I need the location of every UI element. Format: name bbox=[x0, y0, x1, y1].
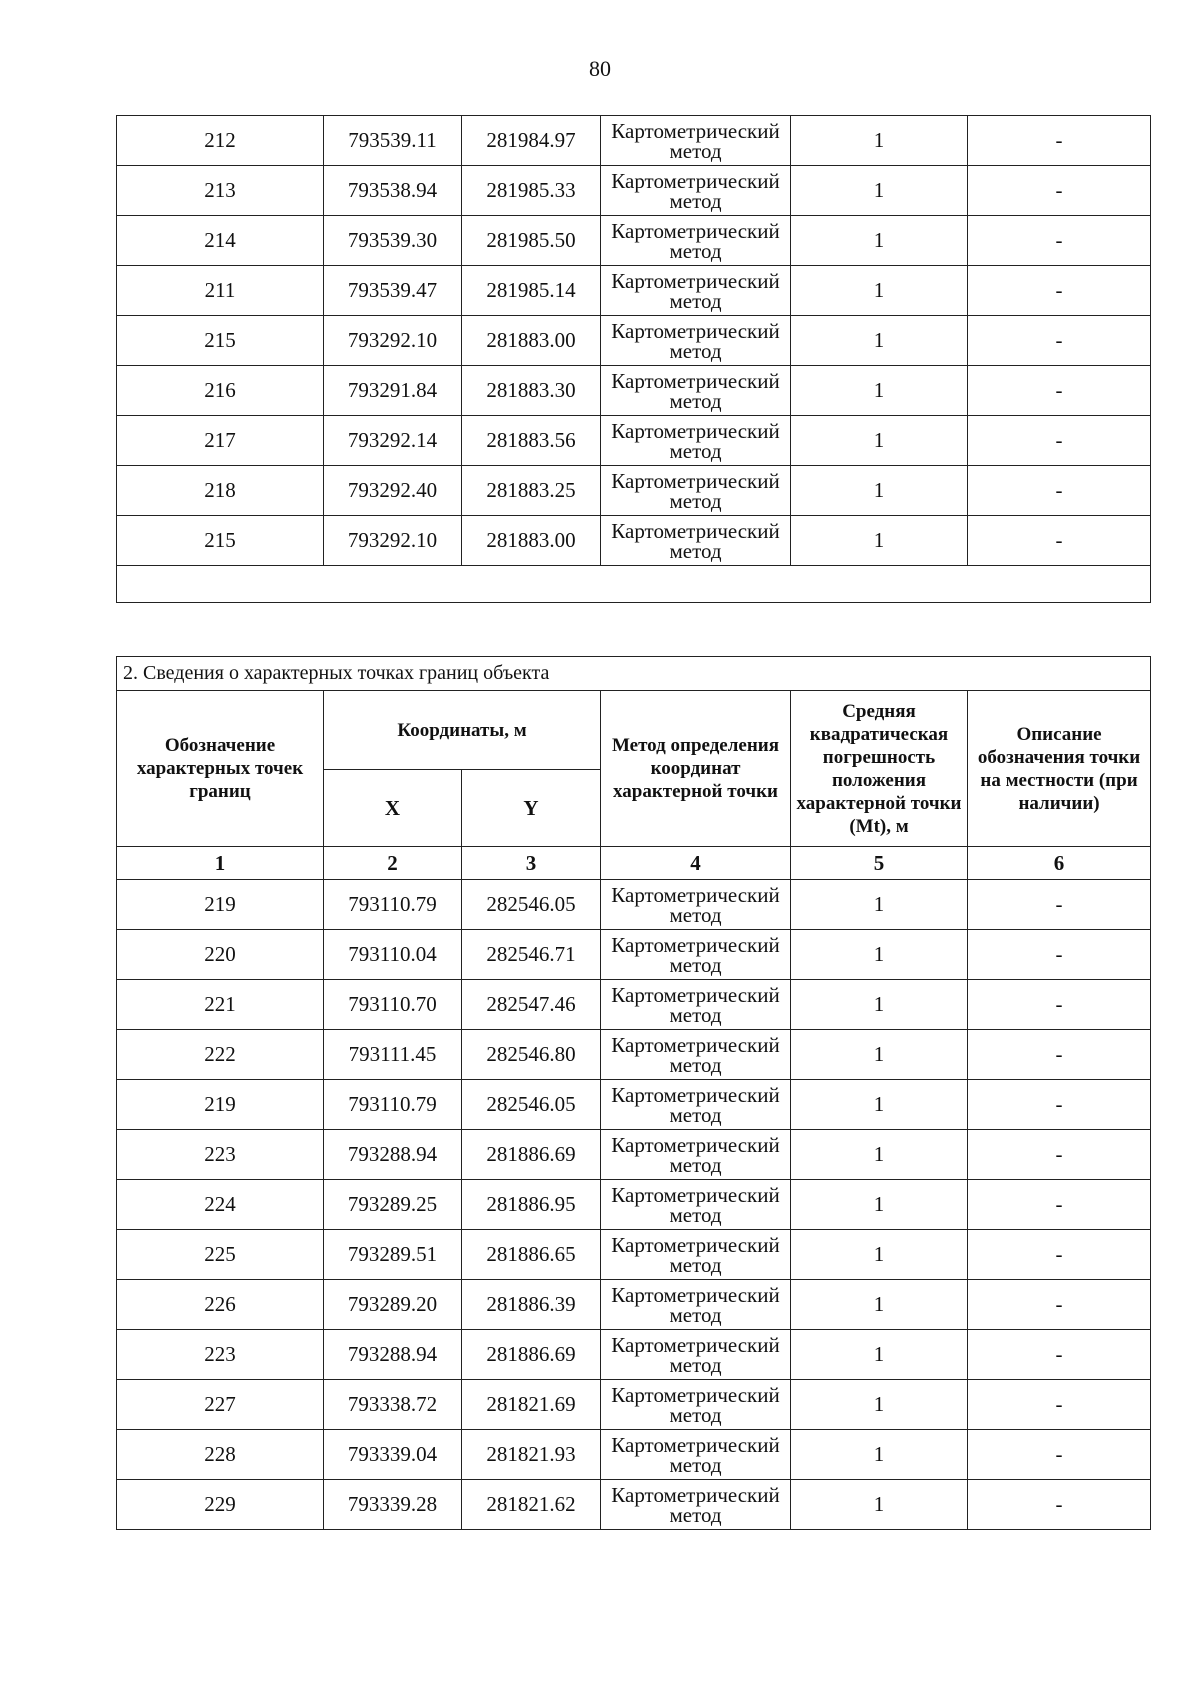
method-line: Картометрический bbox=[611, 268, 780, 293]
point-cell: 222 bbox=[117, 1030, 324, 1080]
y-cell: 281883.00 bbox=[462, 316, 601, 366]
point-cell: 225 bbox=[117, 1230, 324, 1280]
table-row bbox=[117, 1380, 1151, 1430]
point-cell: 224 bbox=[117, 1180, 324, 1230]
description-cell: - bbox=[968, 880, 1151, 930]
point-cell: 219 bbox=[117, 880, 324, 930]
y-cell: 281985.14 bbox=[462, 266, 601, 316]
method-cell bbox=[601, 516, 791, 566]
empty-row bbox=[117, 566, 1151, 603]
x-cell: 793288.94 bbox=[324, 1330, 462, 1380]
method-line: метод bbox=[669, 538, 722, 563]
table-row bbox=[117, 316, 1151, 366]
mean-error-cell: 1 bbox=[791, 1030, 968, 1080]
point-cell: 227 bbox=[117, 1380, 324, 1430]
x-cell: 793539.30 bbox=[324, 216, 462, 266]
method-line: Картометрический bbox=[611, 368, 780, 393]
description-cell: - bbox=[968, 1180, 1151, 1230]
x-cell: 793291.84 bbox=[324, 366, 462, 416]
x-cell: 793539.11 bbox=[324, 116, 462, 166]
point-cell: 214 bbox=[117, 216, 324, 266]
x-cell: 793110.04 bbox=[324, 930, 462, 980]
mean-error-cell: 1 bbox=[791, 1330, 968, 1380]
mean-error-cell: 1 bbox=[791, 1280, 968, 1330]
method-line: метод bbox=[669, 138, 722, 163]
method-line: метод bbox=[669, 1002, 722, 1027]
description-cell: - bbox=[968, 516, 1151, 566]
method-line: метод bbox=[669, 1402, 722, 1427]
table-row bbox=[117, 116, 1151, 166]
mean-error-cell: 1 bbox=[791, 1430, 968, 1480]
point-cell: 229 bbox=[117, 1480, 324, 1530]
method-line: метод bbox=[669, 1302, 722, 1327]
method-line: Картометрический bbox=[611, 468, 780, 493]
description-cell: - bbox=[968, 316, 1151, 366]
mean-error-cell: 1 bbox=[791, 266, 968, 316]
header-description: Описание обозначения точки на местности (при наличии) bbox=[968, 691, 1151, 847]
column-number-5: 5 bbox=[791, 847, 968, 880]
method-cell bbox=[601, 1280, 791, 1330]
method-line: метод bbox=[669, 1052, 722, 1077]
method-line: Картометрический bbox=[611, 982, 780, 1007]
method-cell bbox=[601, 416, 791, 466]
method-cell bbox=[601, 1230, 791, 1280]
method-cell bbox=[601, 216, 791, 266]
method-cell bbox=[601, 366, 791, 416]
header-x: X bbox=[324, 770, 462, 847]
method-cell bbox=[601, 1430, 791, 1480]
mean-error-cell: 1 bbox=[791, 466, 968, 516]
point-cell: 220 bbox=[117, 930, 324, 980]
y-cell: 282546.05 bbox=[462, 1080, 601, 1130]
table-row bbox=[117, 466, 1151, 516]
column-number-4: 4 bbox=[601, 847, 791, 880]
method-line: Картометрический bbox=[611, 218, 780, 243]
table-row bbox=[117, 216, 1151, 266]
method-line: Картометрический bbox=[611, 418, 780, 443]
x-cell: 793292.40 bbox=[324, 466, 462, 516]
mean-error-cell: 1 bbox=[791, 1480, 968, 1530]
mean-error-cell: 1 bbox=[791, 1080, 968, 1130]
y-cell: 282547.46 bbox=[462, 980, 601, 1030]
mean-error-cell: 1 bbox=[791, 516, 968, 566]
y-cell: 281886.69 bbox=[462, 1130, 601, 1180]
header-point: Обозначение характерных точек границ bbox=[117, 691, 324, 847]
method-cell bbox=[601, 316, 791, 366]
description-cell: - bbox=[968, 980, 1151, 1030]
method-cell bbox=[601, 1330, 791, 1380]
method-cell bbox=[601, 1080, 791, 1130]
mean-error-cell: 1 bbox=[791, 116, 968, 166]
method-line: Картометрический bbox=[611, 168, 780, 193]
column-number-6: 6 bbox=[968, 847, 1151, 880]
table-row bbox=[117, 1280, 1151, 1330]
method-line: метод bbox=[669, 1452, 722, 1477]
method-line: метод bbox=[669, 1102, 722, 1127]
method-cell bbox=[601, 1480, 791, 1530]
point-cell: 223 bbox=[117, 1130, 324, 1180]
description-cell: - bbox=[968, 1130, 1151, 1180]
point-cell: 213 bbox=[117, 166, 324, 216]
method-line: Картометрический bbox=[611, 1382, 780, 1407]
point-cell: 221 bbox=[117, 980, 324, 1030]
column-number-2: 2 bbox=[324, 847, 462, 880]
page-number: 80 bbox=[589, 56, 611, 81]
mean-error-cell: 1 bbox=[791, 930, 968, 980]
method-line: метод bbox=[669, 288, 722, 313]
header-method: Метод определения координат характерной точки bbox=[601, 691, 791, 847]
method-line: метод bbox=[669, 238, 722, 263]
x-cell: 793339.04 bbox=[324, 1430, 462, 1480]
method-line: метод bbox=[669, 488, 722, 513]
description-cell: - bbox=[968, 416, 1151, 466]
y-cell: 281984.97 bbox=[462, 116, 601, 166]
y-cell: 281883.00 bbox=[462, 516, 601, 566]
point-cell: 215 bbox=[117, 316, 324, 366]
column-number-3: 3 bbox=[462, 847, 601, 880]
table-row bbox=[117, 880, 1151, 930]
table-row bbox=[117, 166, 1151, 216]
method-line: метод bbox=[669, 1152, 722, 1177]
mean-error-cell: 1 bbox=[791, 1180, 968, 1230]
x-cell: 793289.25 bbox=[324, 1180, 462, 1230]
empty-cell bbox=[117, 566, 1151, 603]
boundary-points-table-head bbox=[117, 657, 1151, 880]
header-coordinates: Координаты, м bbox=[324, 691, 601, 770]
column-number-1: 1 bbox=[117, 847, 324, 880]
method-cell bbox=[601, 930, 791, 980]
method-line: метод bbox=[669, 902, 722, 927]
mean-error-cell: 1 bbox=[791, 216, 968, 266]
method-line: метод bbox=[669, 1352, 722, 1377]
mean-error-cell: 1 bbox=[791, 880, 968, 930]
x-cell: 793289.51 bbox=[324, 1230, 462, 1280]
point-cell: 228 bbox=[117, 1430, 324, 1480]
y-cell: 282546.71 bbox=[462, 930, 601, 980]
boundary-points-table-body bbox=[117, 880, 1151, 1530]
method-line: Картометрический bbox=[611, 1182, 780, 1207]
mean-error-cell: 1 bbox=[791, 980, 968, 1030]
method-cell bbox=[601, 880, 791, 930]
method-line: Картометрический bbox=[611, 118, 780, 143]
y-cell: 281821.93 bbox=[462, 1430, 601, 1480]
method-line: метод bbox=[669, 952, 722, 977]
boundary-points-table bbox=[116, 656, 1151, 1530]
description-cell: - bbox=[968, 1080, 1151, 1130]
x-cell: 793289.20 bbox=[324, 1280, 462, 1330]
method-line: Картометрический bbox=[611, 1282, 780, 1307]
coordinates-table-continued-body bbox=[117, 116, 1151, 603]
method-line: метод bbox=[669, 438, 722, 463]
table-row bbox=[117, 980, 1151, 1030]
method-line: Картометрический bbox=[611, 1132, 780, 1157]
point-cell: 218 bbox=[117, 466, 324, 516]
x-cell: 793538.94 bbox=[324, 166, 462, 216]
table-row bbox=[117, 516, 1151, 566]
method-line: Картометрический bbox=[611, 1482, 780, 1507]
mean-error-cell: 1 bbox=[791, 1380, 968, 1430]
table-row bbox=[117, 930, 1151, 980]
method-cell bbox=[601, 1180, 791, 1230]
description-cell: - bbox=[968, 1230, 1151, 1280]
x-cell: 793110.79 bbox=[324, 1080, 462, 1130]
table-row bbox=[117, 266, 1151, 316]
method-line: метод bbox=[669, 388, 722, 413]
description-cell: - bbox=[968, 116, 1151, 166]
method-line: Картометрический bbox=[611, 1432, 780, 1457]
y-cell: 281985.33 bbox=[462, 166, 601, 216]
method-cell bbox=[601, 1130, 791, 1180]
header-y: Y bbox=[462, 770, 601, 847]
mean-error-cell: 1 bbox=[791, 416, 968, 466]
method-cell bbox=[601, 980, 791, 1030]
coordinates-table-continued bbox=[116, 115, 1151, 603]
description-cell: - bbox=[968, 166, 1151, 216]
y-cell: 281886.65 bbox=[462, 1230, 601, 1280]
table-row bbox=[117, 1330, 1151, 1380]
description-cell: - bbox=[968, 466, 1151, 516]
description-cell: - bbox=[968, 1480, 1151, 1530]
method-line: метод bbox=[669, 1202, 722, 1227]
y-cell: 281886.69 bbox=[462, 1330, 601, 1380]
method-line: Картометрический bbox=[611, 932, 780, 957]
header-mean-error: Средняя квадратическая погрешность положения характерной точки (Mt), м bbox=[791, 691, 968, 847]
mean-error-cell: 1 bbox=[791, 166, 968, 216]
y-cell: 282546.05 bbox=[462, 880, 601, 930]
method-cell bbox=[601, 166, 791, 216]
method-cell bbox=[601, 116, 791, 166]
y-cell: 281985.50 bbox=[462, 216, 601, 266]
method-line: метод bbox=[669, 188, 722, 213]
y-cell: 282546.80 bbox=[462, 1030, 601, 1080]
description-cell: - bbox=[968, 1280, 1151, 1330]
y-cell: 281821.69 bbox=[462, 1380, 601, 1430]
y-cell: 281883.30 bbox=[462, 366, 601, 416]
method-line: Картометрический bbox=[611, 518, 780, 543]
method-line: Картометрический bbox=[611, 1032, 780, 1057]
y-cell: 281821.62 bbox=[462, 1480, 601, 1530]
x-cell: 793288.94 bbox=[324, 1130, 462, 1180]
description-cell: - bbox=[968, 216, 1151, 266]
point-cell: 226 bbox=[117, 1280, 324, 1330]
x-cell: 793292.10 bbox=[324, 516, 462, 566]
x-cell: 793539.47 bbox=[324, 266, 462, 316]
table-row bbox=[117, 1430, 1151, 1480]
method-cell bbox=[601, 266, 791, 316]
y-cell: 281886.95 bbox=[462, 1180, 601, 1230]
method-line: Картометрический bbox=[611, 318, 780, 343]
x-cell: 793338.72 bbox=[324, 1380, 462, 1430]
x-cell: 793339.28 bbox=[324, 1480, 462, 1530]
method-line: метод bbox=[669, 1502, 722, 1527]
point-cell: 216 bbox=[117, 366, 324, 416]
method-cell bbox=[601, 1380, 791, 1430]
description-cell: - bbox=[968, 1380, 1151, 1430]
x-cell: 793111.45 bbox=[324, 1030, 462, 1080]
method-line: Картометрический bbox=[611, 1082, 780, 1107]
method-line: Картометрический bbox=[611, 1232, 780, 1257]
description-cell: - bbox=[968, 366, 1151, 416]
mean-error-cell: 1 bbox=[791, 1230, 968, 1280]
x-cell: 793292.10 bbox=[324, 316, 462, 366]
table-row bbox=[117, 1030, 1151, 1080]
method-line: Картометрический bbox=[611, 882, 780, 907]
x-cell: 793110.70 bbox=[324, 980, 462, 1030]
mean-error-cell: 1 bbox=[791, 366, 968, 416]
method-cell bbox=[601, 1030, 791, 1080]
description-cell: - bbox=[968, 1030, 1151, 1080]
y-cell: 281883.56 bbox=[462, 416, 601, 466]
method-line: метод bbox=[669, 1252, 722, 1277]
table-row bbox=[117, 1480, 1151, 1530]
description-cell: - bbox=[968, 1430, 1151, 1480]
point-cell: 212 bbox=[117, 116, 324, 166]
table-caption: 2. Сведения о характерных точках границ объекта bbox=[117, 657, 1151, 691]
description-cell: - bbox=[968, 266, 1151, 316]
table-row bbox=[117, 1130, 1151, 1180]
table-row bbox=[117, 1230, 1151, 1280]
method-line: метод bbox=[669, 338, 722, 363]
point-cell: 211 bbox=[117, 266, 324, 316]
point-cell: 219 bbox=[117, 1080, 324, 1130]
y-cell: 281883.25 bbox=[462, 466, 601, 516]
table-row bbox=[117, 366, 1151, 416]
mean-error-cell: 1 bbox=[791, 1130, 968, 1180]
method-cell bbox=[601, 466, 791, 516]
method-line: Картометрический bbox=[611, 1332, 780, 1357]
x-cell: 793292.14 bbox=[324, 416, 462, 466]
point-cell: 217 bbox=[117, 416, 324, 466]
point-cell: 223 bbox=[117, 1330, 324, 1380]
point-cell: 215 bbox=[117, 516, 324, 566]
table-row bbox=[117, 1080, 1151, 1130]
y-cell: 281886.39 bbox=[462, 1280, 601, 1330]
x-cell: 793110.79 bbox=[324, 880, 462, 930]
table-row bbox=[117, 1180, 1151, 1230]
description-cell: - bbox=[968, 930, 1151, 980]
description-cell: - bbox=[968, 1330, 1151, 1380]
mean-error-cell: 1 bbox=[791, 316, 968, 366]
table-row bbox=[117, 416, 1151, 466]
